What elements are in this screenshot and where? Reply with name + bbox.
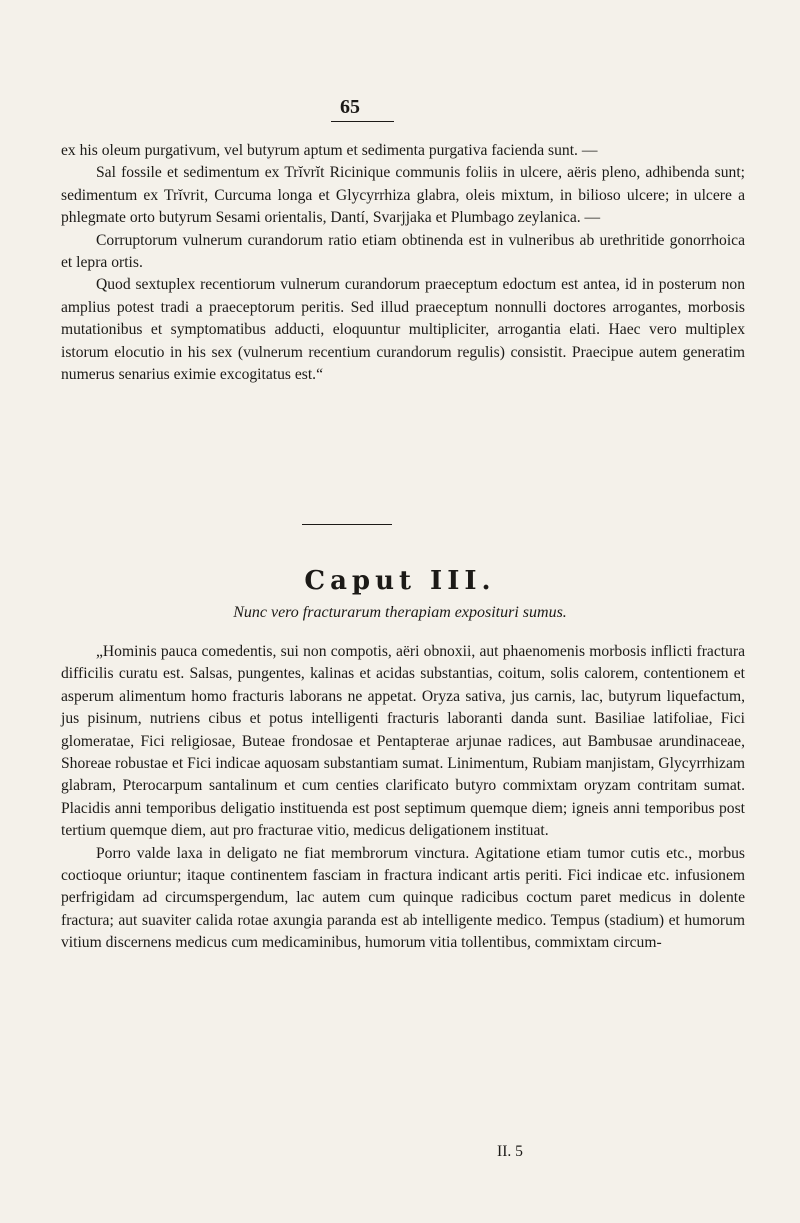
section-separator bbox=[302, 524, 392, 525]
text-block-top bbox=[61, 140, 745, 386]
chapter-heading: Caput III. bbox=[304, 566, 496, 596]
paragraph: Porro valde laxa in deligato ne fiat membrorum vinctura. Agitatione etiam tumor cutis etc., morbus coctioque oriuntur; itaque continentem fasciam in fractura indicant artis periti. Fici indicae etc. infusionem perfrigidam ad circumspergendum, lac autem cum quinque radicibus coctum paret medicus in dolente fractura; aut suaviter calida rotae axungia paranda est ab intelligente medico. Tempus (stadium) et humorum vitium discernens medicus cum medicaminibus, humorum vitia tollentibus, commixtam circum- bbox=[61, 844, 745, 952]
paragraph: Corruptorum vulnerum curandorum ratio etiam obtinenda est in vulneribus ab urethritide gonorrhoica et lepra ortis. bbox=[61, 231, 745, 272]
paragraph: ex his oleum purgativum, vel butyrum aptum et sedimenta purgativa facienda sunt. — bbox=[61, 142, 598, 159]
page-number: 65 bbox=[340, 96, 360, 118]
paragraph: Sal fossile et sedimentum ex Trĭvrĭt Ricinique communis foliis in ulcere, aëris pleno, adhibenda sunt; sedimentum ex Trĭvrit, Curcuma longa et Glycyrrhiza glabra, oleis mixtum, in bilioso ulcere; in ulcere a phlegmate orto butyrum Sesami orientalis, Dantí, Svarjjaka et Plumbago zeylanica. — bbox=[61, 164, 745, 227]
paragraph: „Hominis pauca comedentis, sui non compotis, aëri obnoxii, aut phaenomenis morbosis inflicti fractura difficilis curatu est. Salsas, pungentes, kalinas et acidas substantias, coitum, solis calorem, contentionem et asperum alimentum homo fracturis laborans ne appetat. Oryza sativa, jus carnis, lac, butyrum liquefactum, jus pisinum, nutriens cibus et potus intelligenti fracturis laboranti danda sunt. Basiliae latifoliae, Fici glomeratae, Fici religiosae, Buteae frondosae et Pentapterae arjunae radices, aut Bambusae arundinaceae, Shoreae robustae et Fici indicae aquosam substantiam sumat. Linimentum, Rubiam manjistam, Glycyrrhizam glabram, Pterocarpum santalinum et cum centies clarificato butyro commixtam oryzam contritam sumat. Placidis anni temporibus deligatio instituenda est post septimum quemque diem; igneis anni temporibus post tertium quemque diem, aut pro fracturae vitio, medicus deligationem instituat. bbox=[61, 643, 745, 840]
page-number-rule bbox=[331, 121, 394, 122]
text-block-bottom bbox=[61, 641, 745, 955]
printer-signature: II. 5 bbox=[497, 1143, 523, 1160]
paragraph: Quod sextuplex recentiorum vulnerum curandorum praeceptum edoctum est antea, id in posterum non amplius potest tradi a praeceptorum peritis. Sed illud praeceptum nonnulli doctores arrogantes, morbosis mutationibus et symptomatibus adducti, eloquuntur multipliciter, arrogantia elati. Haec vero multiplex istorum elocutio in his sex (vulnerum recentium curandorum regulis) consistit. Praecipue autem generatim numerus senarius eximie excogitatus est.“ bbox=[61, 276, 745, 384]
chapter-subtitle: Nunc vero fracturarum therapiam exposituri sumus. bbox=[233, 604, 567, 621]
